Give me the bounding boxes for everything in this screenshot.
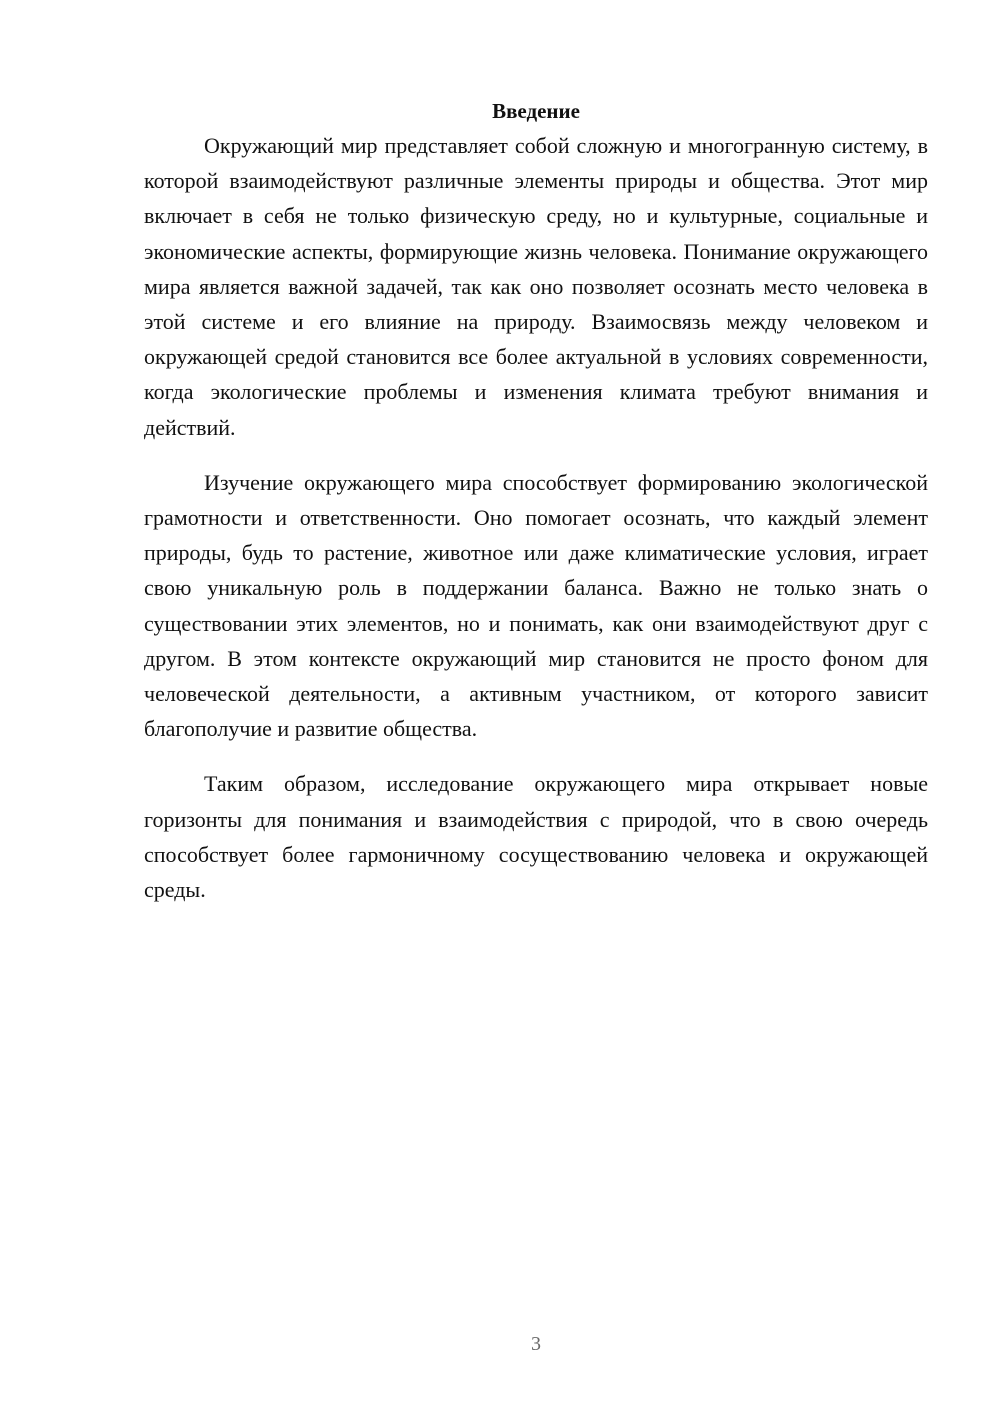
section-title: Введение xyxy=(492,99,580,123)
paragraph-2: Изучение окружающего мира способствует формированию экологической грамотности и ответственности. Оно помогает осознать, что каждый элемент природы, будь то растение, животное или даже климатические условия, играет свою уникальную роль в поддержании баланса. Важно не только знать о существовании этих элементов, но и понимать, как они взаимодействуют друг с другом. В этом контексте окружающий мир становится не просто фоном для человеческой деятельности, а активным участником, от которого зависит благополучие и развитие общества. xyxy=(144,469,928,742)
paragraph-3: Таким образом, исследование окружающего мира открывает новые горизонты для понимания и взаимодействия с природой, что в свою очередь способствует более гармоничному сосуществованию человека и окружающей среды. xyxy=(144,771,928,903)
page-number: 3 xyxy=(531,1333,541,1355)
paragraph-1: Окружающий мир представляет собой сложную и многогранную систему, в которой взаимодействуют различные элементы природы и общества. Этот мир включает в себя не только физическую среду, но и культурные, социальные и экономические аспекты, формирующие жизнь человека. Понимание окружающего мира является важной задачей, так как оно позволяет осознать место человека в этой системе и его влияние на природу. Взаимосвязь между человеком и окружающей средой становится все более актуальной в условиях современности, когда экологические проблемы и изменения климата требуют внимания и действий. xyxy=(144,133,928,440)
page-content xyxy=(144,96,928,907)
